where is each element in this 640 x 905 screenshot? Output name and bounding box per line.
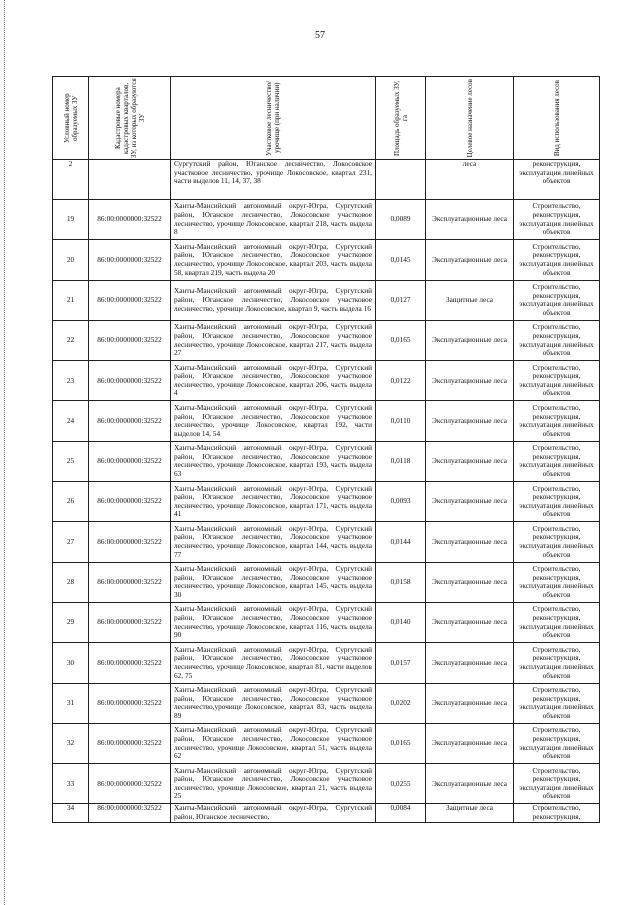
cell-location: Ханты-Мансийский автономный округ-Югра, Сургутский район, Юганское лесничество, Локосовское участковое лесничество, урочище Локосовское, квартал 192, части выделов 14, 54: [171, 401, 376, 441]
cell-location: Ханты-Мансийский автономный округ-Югра, Сургутский район, Юганское лесничество, Локосовское участковое лесничество, урочище Локосовское, квартал 51, часть выдела 62: [171, 723, 376, 763]
cell-cadastral: 86:00:0000000:32522: [89, 643, 171, 683]
cell-area: 0,0157: [376, 643, 426, 683]
cell-location: Ханты-Мансийский автономный округ-Югра, Сургутский район, Юганское лесничество, Локосовское участковое лесничество, урочище Локосовское, квартал 145, часть выдела 30: [171, 562, 376, 602]
cell-use: Строительство, реконструкция, эксплуатация линейных объектов: [514, 401, 600, 441]
cell-location: Ханты-Мансийский автономный округ-Югра, Сургутский район, Юганское лесничество, Локосовское участковое лесничество, урочище Локосовское, квартал 206, часть выдела 4: [171, 361, 376, 401]
cell-use: Строительство, реконструкция,: [514, 804, 600, 822]
cell-area: 0,0127: [376, 280, 426, 320]
cell-cadastral: 86:00:0000000:32522: [89, 200, 171, 240]
cell-purpose: Защитные леса: [426, 804, 514, 822]
cell-cadastral: 86:00:0000000:32522: [89, 683, 171, 723]
table-header-row: [53, 77, 600, 160]
cell-num: 27: [53, 522, 89, 562]
cell-area: 0,0093: [376, 482, 426, 522]
cell-use: Строительство, реконструкция, эксплуатация линейных объектов: [514, 482, 600, 522]
cell-num: 21: [53, 280, 89, 320]
cell-num: 33: [53, 764, 89, 804]
cell-num: 32: [53, 723, 89, 763]
table-row: [53, 723, 600, 763]
cell-area: 0,0122: [376, 361, 426, 401]
cell-use: Строительство, реконструкция, эксплуатация линейных объектов: [514, 240, 600, 280]
cell-use: Строительство, реконструкция, эксплуатация линейных объектов: [514, 562, 600, 602]
header-area: Площадь образуемых ЗУ, га: [376, 77, 426, 160]
cell-use: Строительство, реконструкция, эксплуатация линейных объектов: [514, 764, 600, 804]
cell-purpose: Эксплуатационные леса: [426, 361, 514, 401]
cell-use: Строительство, реконструкция, эксплуатация линейных объектов: [514, 643, 600, 683]
page-left-edge: [0, 0, 5, 905]
cell-num: 34: [53, 804, 89, 822]
cell-cadastral: 86:00:0000000:32522: [89, 441, 171, 481]
cell-cadastral: 86:00:0000000:32522: [89, 240, 171, 280]
cell-num: 20: [53, 240, 89, 280]
cell-location: Ханты-Мансийский автономный округ-Югра, Сургутский район, Юганское лесничество, Локосовское участковое лесничество, урочище Локосовское, квартал 9, часть выдела 16: [171, 280, 376, 320]
header-use: Вид использования лесов: [514, 77, 600, 160]
header-location: Участковое лесничество/урочище (при наличии): [171, 77, 376, 160]
table-row: [53, 200, 600, 240]
cell-purpose: Эксплуатационные леса: [426, 200, 514, 240]
table-row: [53, 683, 600, 723]
cell-location: Ханты-Мансийский автономный округ-Югра, Сургутский район, Юганское лесничество, Локосовское участковое лесничество,урочище Локосовское, квартал 83, часть выдела 89: [171, 683, 376, 723]
table-row: [53, 401, 600, 441]
cell-location: Ханты-Мансийский автономный округ-Югра, Сургутский район, Юганское лесничество,: [171, 804, 376, 822]
cell-purpose: Эксплуатационные леса: [426, 723, 514, 763]
cell-area: 0,0084: [376, 804, 426, 822]
cell-area: 0,0140: [376, 602, 426, 642]
cell-purpose: Эксплуатационные леса: [426, 441, 514, 481]
cell-purpose: леса: [426, 160, 514, 200]
cell-purpose: Эксплуатационные леса: [426, 562, 514, 602]
page-number: 57: [315, 30, 325, 41]
cell-cadastral: 86:00:0000000:32522: [89, 562, 171, 602]
cell-location: Ханты-Мансийский автономный округ-Югра, Сургутский район, Юганское лесничество, Локосовское участковое лесничество, урочище Локосовское, квартал 193, часть выдела 63: [171, 441, 376, 481]
cell-use: Строительство, реконструкция, эксплуатация линейных объектов: [514, 723, 600, 763]
cell-num: 23: [53, 361, 89, 401]
cell-use: Строительство, реконструкция, эксплуатация линейных объектов: [514, 361, 600, 401]
cell-area: 0,0202: [376, 683, 426, 723]
cell-purpose: Эксплуатационные леса: [426, 320, 514, 360]
cell-area: [376, 160, 426, 200]
cell-num: 19: [53, 200, 89, 240]
table-row: [53, 160, 600, 200]
cell-cadastral: [89, 160, 171, 200]
table-row: [53, 361, 600, 401]
cell-num: 24: [53, 401, 89, 441]
cell-cadastral: 86:00:0000000:32522: [89, 522, 171, 562]
cell-area: 0,0118: [376, 441, 426, 481]
cell-location: Ханты-Мансийский автономный округ-Югра, Сургутский район, Юганское лесничество, Локосовское участковое лесничество, урочище Локосовское, квартал 217, часть выдела 27: [171, 320, 376, 360]
table-row: [53, 562, 600, 602]
table-row: [53, 602, 600, 642]
cell-purpose: Эксплуатационные леса: [426, 482, 514, 522]
table-row: [53, 522, 600, 562]
cell-location: Ханты-Мансийский автономный округ-Югра, Сургутский район, Юганское лесничество, Локосовское участковое лесничество, урочище Локосовское, квартал 21, часть выдела 25: [171, 764, 376, 804]
cell-purpose: Эксплуатационные леса: [426, 764, 514, 804]
header-num: Условный номер образуемых ЗУ: [53, 77, 89, 160]
cell-num: 30: [53, 643, 89, 683]
cell-cadastral: 86:00:0000000:32522: [89, 764, 171, 804]
cell-area: 0,0158: [376, 562, 426, 602]
cell-cadastral: 86:00:0000000:32522: [89, 361, 171, 401]
cell-purpose: Эксплуатационные леса: [426, 522, 514, 562]
header-cadastral: Кадастровые номера кадастровых кварталов, ЗУ, из которых образуются ЗУ: [89, 77, 171, 160]
cell-use: реконструкция, эксплуатация линейных объектов: [514, 160, 600, 200]
cell-cadastral: 86:00:0000000:32522: [89, 804, 171, 822]
table-row: [53, 804, 600, 822]
table-row: [53, 280, 600, 320]
cell-cadastral: 86:00:0000000:32522: [89, 320, 171, 360]
cell-area: 0,0089: [376, 200, 426, 240]
table-row: [53, 240, 600, 280]
cell-use: Строительство, реконструкция, эксплуатация линейных объектов: [514, 602, 600, 642]
cell-num: 26: [53, 482, 89, 522]
cell-location: Ханты-Мансийский автономный округ-Югра, Сургутский район, Юганское лесничество, Локосовское участковое лесничество, урочище Локосовское, квартал 116, часть выдела 90: [171, 602, 376, 642]
table-row: [53, 320, 600, 360]
cell-purpose: Эксплуатационные леса: [426, 240, 514, 280]
cell-cadastral: 86:00:0000000:32522: [89, 602, 171, 642]
cell-num: 31: [53, 683, 89, 723]
cell-purpose: Эксплуатационные леса: [426, 602, 514, 642]
table-row: [53, 764, 600, 804]
cell-cadastral: 86:00:0000000:32522: [89, 401, 171, 441]
cell-purpose: Эксплуатационные леса: [426, 683, 514, 723]
cell-num: 22: [53, 320, 89, 360]
cell-location: Сургутский район, Юганское лесничество, Локосовское участковое лесничество, урочище Локосовское, квартал 231, части выделов 11, 14, 37, 38: [171, 160, 376, 200]
table-row: [53, 441, 600, 481]
cell-cadastral: 86:00:0000000:32522: [89, 482, 171, 522]
cell-use: Строительство, реконструкция, эксплуатация линейных объектов: [514, 280, 600, 320]
cell-area: 0,0165: [376, 320, 426, 360]
cell-num: 25: [53, 441, 89, 481]
cell-purpose: Эксплуатационные леса: [426, 643, 514, 683]
cell-use: Строительство, реконструкция, эксплуатация линейных объектов: [514, 683, 600, 723]
cell-num: 28: [53, 562, 89, 602]
table-row: [53, 643, 600, 683]
cell-use: Строительство, реконструкция, эксплуатация линейных объектов: [514, 320, 600, 360]
cell-location: Ханты-Мансийский автономный округ-Югра, Сургутский район, Юганское лесничество, Локосовское участковое лесничество, урочище Локосовское, квартал 203, часть выдела 58, квартал 219, часть выдела 20: [171, 240, 376, 280]
land-plots-table: [52, 76, 600, 823]
cell-location: Ханты-Мансийский автономный округ-Югра, Сургутский район, Юганское лесничество, Локосовское участковое лесничество, урочище Локосовское, квартал 81, части выделов 62, 75: [171, 643, 376, 683]
cell-num: 2: [53, 160, 89, 200]
cell-area: 0,0110: [376, 401, 426, 441]
cell-area: 0,0255: [376, 764, 426, 804]
cell-use: Строительство, реконструкция, эксплуатация линейных объектов: [514, 200, 600, 240]
cell-purpose: Защитные леса: [426, 280, 514, 320]
cell-use: Строительство, реконструкция, эксплуатация линейных объектов: [514, 441, 600, 481]
cell-purpose: Эксплуатационные леса: [426, 401, 514, 441]
cell-area: 0,0145: [376, 240, 426, 280]
table-body: [53, 160, 600, 823]
cell-use: Строительство, реконструкция, эксплуатация линейных объектов: [514, 522, 600, 562]
cell-location: Ханты-Мансийский автономный округ-Югра, Сургутский район, Юганское лесничество, Локосовское участковое лесничество, урочище Локосовское, квартал 218, часть выдела 8: [171, 200, 376, 240]
cell-cadastral: 86:00:0000000:32522: [89, 280, 171, 320]
cell-location: Ханты-Мансийский автономный округ-Югра, Сургутский район, Юганское лесничество, Локосовское участковое лесничество, урочище Локосовское, квартал 171, часть выдела 41: [171, 482, 376, 522]
header-purpose: Целевое назначение лесов: [426, 77, 514, 160]
cell-location: Ханты-Мансийский автономный округ-Югра, Сургутский район, Юганское лесничество, Локосовское участковое лесничество, урочище Локосовское, квартал 144, часть выдела 77: [171, 522, 376, 562]
cell-num: 29: [53, 602, 89, 642]
cell-area: 0,0165: [376, 723, 426, 763]
cell-cadastral: 86:00:0000000:32522: [89, 723, 171, 763]
table-row: [53, 482, 600, 522]
cell-area: 0,0144: [376, 522, 426, 562]
